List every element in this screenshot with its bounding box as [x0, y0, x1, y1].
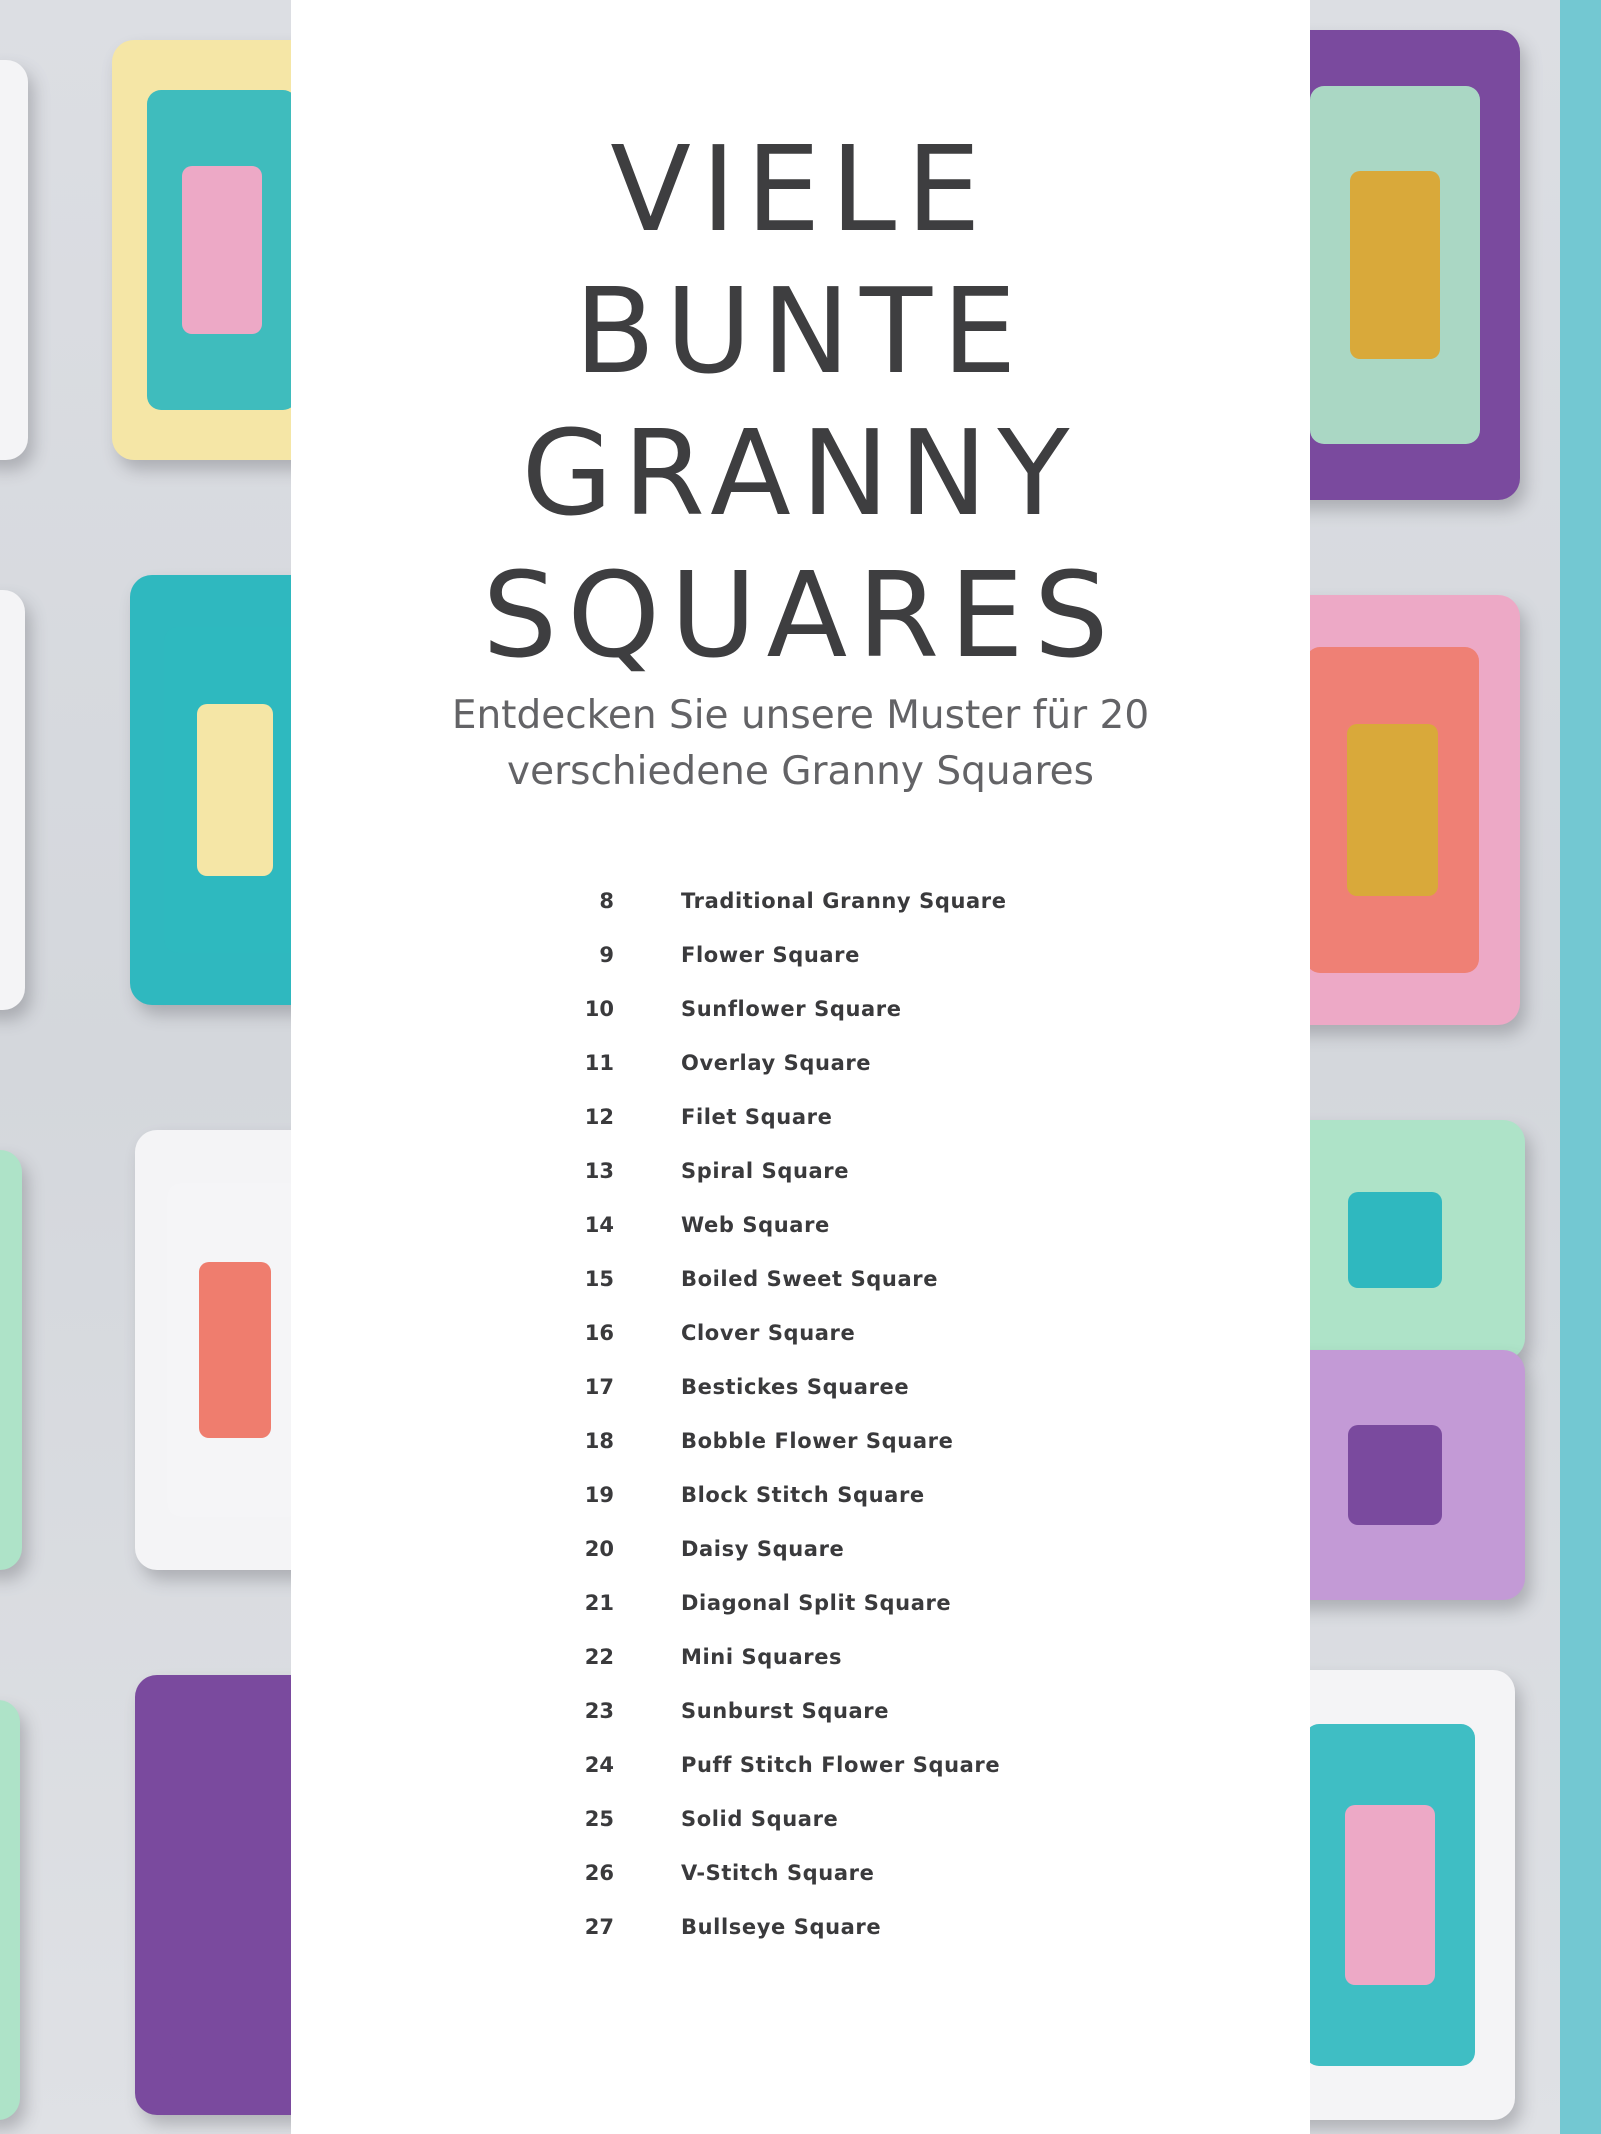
- toc-entry: [291, 1426, 1310, 1480]
- toc-page-number: 20: [584, 1537, 614, 1561]
- toc-page-number: 15: [584, 1267, 614, 1291]
- granny-square-image: [0, 590, 25, 1010]
- toc-page-number: 10: [584, 997, 614, 1021]
- toc-entry: [291, 1264, 1310, 1318]
- toc-page-number: 11: [584, 1051, 614, 1075]
- toc-page-number: 13: [584, 1159, 614, 1183]
- page-title: [291, 118, 1310, 686]
- granny-square-image: [0, 1150, 22, 1570]
- toc-entry: [291, 1642, 1310, 1696]
- toc-page-number: 14: [584, 1213, 614, 1237]
- toc-entry-title: Bobble Flower Square: [681, 1429, 954, 1453]
- toc-page-number: 24: [584, 1753, 614, 1777]
- subtitle-line: Entdecken Sie unsere Muster für 20: [451, 693, 1150, 738]
- toc-entry-title: Flower Square: [681, 943, 860, 967]
- toc-entry-title: Clover Square: [681, 1321, 856, 1345]
- toc-entry: [291, 1858, 1310, 1912]
- toc-entry: [291, 1156, 1310, 1210]
- toc-entry-title: Overlay Square: [681, 1051, 872, 1075]
- granny-square-image: [0, 60, 28, 460]
- toc-entry: [291, 1804, 1310, 1858]
- yarn-center: [1348, 1425, 1442, 1525]
- toc-page-number: 27: [584, 1915, 614, 1939]
- toc-page-number: 9: [599, 943, 614, 967]
- toc-entry-title: Block Stitch Square: [681, 1483, 925, 1507]
- toc-entry: [291, 1048, 1310, 1102]
- toc-entry-title: Daisy Square: [681, 1537, 845, 1561]
- toc-entry-title: Sunflower Square: [681, 997, 902, 1021]
- accent-stripe: [1560, 0, 1601, 2134]
- page-subtitle: [291, 688, 1310, 800]
- toc-page-number: 23: [584, 1699, 614, 1723]
- toc-entry-title: Bestickes Squaree: [681, 1375, 910, 1399]
- yarn-center: [1348, 1192, 1442, 1288]
- granny-square-image: [0, 1700, 20, 2120]
- toc-entry: [291, 1102, 1310, 1156]
- yarn-center: [1345, 1805, 1435, 1985]
- toc-page-number: 19: [584, 1483, 614, 1507]
- toc-entry-title: Boiled Sweet Square: [681, 1267, 939, 1291]
- toc-page-number: 12: [584, 1105, 614, 1129]
- toc-page-number: 25: [584, 1807, 614, 1831]
- yarn-center: [1347, 724, 1439, 896]
- toc-entry-title: Mini Squares: [681, 1645, 843, 1669]
- toc-entry-title: Web Square: [681, 1213, 830, 1237]
- toc-entry-title: Sunburst Square: [681, 1699, 890, 1723]
- toc-entry: [291, 1588, 1310, 1642]
- toc-entry: [291, 886, 1310, 940]
- toc-entry-title: Diagonal Split Square: [681, 1591, 952, 1615]
- toc-entry-title: Solid Square: [681, 1807, 839, 1831]
- yarn-center: [202, 1807, 278, 1983]
- toc-entry-title: V-Stitch Square: [681, 1861, 875, 1885]
- toc-page-number: 26: [584, 1861, 614, 1885]
- subtitle-line: verschiedene Granny Squares: [507, 749, 1094, 794]
- yarn-center: [1350, 171, 1440, 359]
- title-line: VIELE: [610, 120, 991, 258]
- title-line: BUNTE: [574, 262, 1027, 400]
- toc-page-number: 17: [584, 1375, 614, 1399]
- toc-page-number: 22: [584, 1645, 614, 1669]
- table-of-contents: [291, 886, 1310, 1966]
- title-line: SQUARES: [482, 546, 1119, 684]
- toc-entry-title: Traditional Granny Square: [681, 889, 1007, 913]
- toc-entry: [291, 994, 1310, 1048]
- toc-page-number: 21: [584, 1591, 614, 1615]
- content-page: [291, 0, 1310, 2134]
- yarn-center: [197, 704, 273, 876]
- toc-entry-title: Puff Stitch Flower Square: [681, 1753, 1001, 1777]
- yarn-center: [182, 166, 261, 334]
- toc-entry: [291, 1480, 1310, 1534]
- toc-entry-title: Spiral Square: [681, 1159, 850, 1183]
- toc-entry: [291, 1210, 1310, 1264]
- toc-entry: [291, 1372, 1310, 1426]
- toc-entry: [291, 1912, 1310, 1966]
- toc-page-number: 8: [599, 889, 614, 913]
- toc-entry: [291, 940, 1310, 994]
- toc-page-number: 16: [584, 1321, 614, 1345]
- toc-entry-title: Filet Square: [681, 1105, 833, 1129]
- yarn-center: [199, 1262, 271, 1438]
- title-line: GRANNY: [521, 404, 1080, 542]
- toc-entry: [291, 1534, 1310, 1588]
- toc-page-number: 18: [584, 1429, 614, 1453]
- toc-entry: [291, 1318, 1310, 1372]
- toc-entry: [291, 1750, 1310, 1804]
- toc-entry-title: Bullseye Square: [681, 1915, 882, 1939]
- toc-entry: [291, 1696, 1310, 1750]
